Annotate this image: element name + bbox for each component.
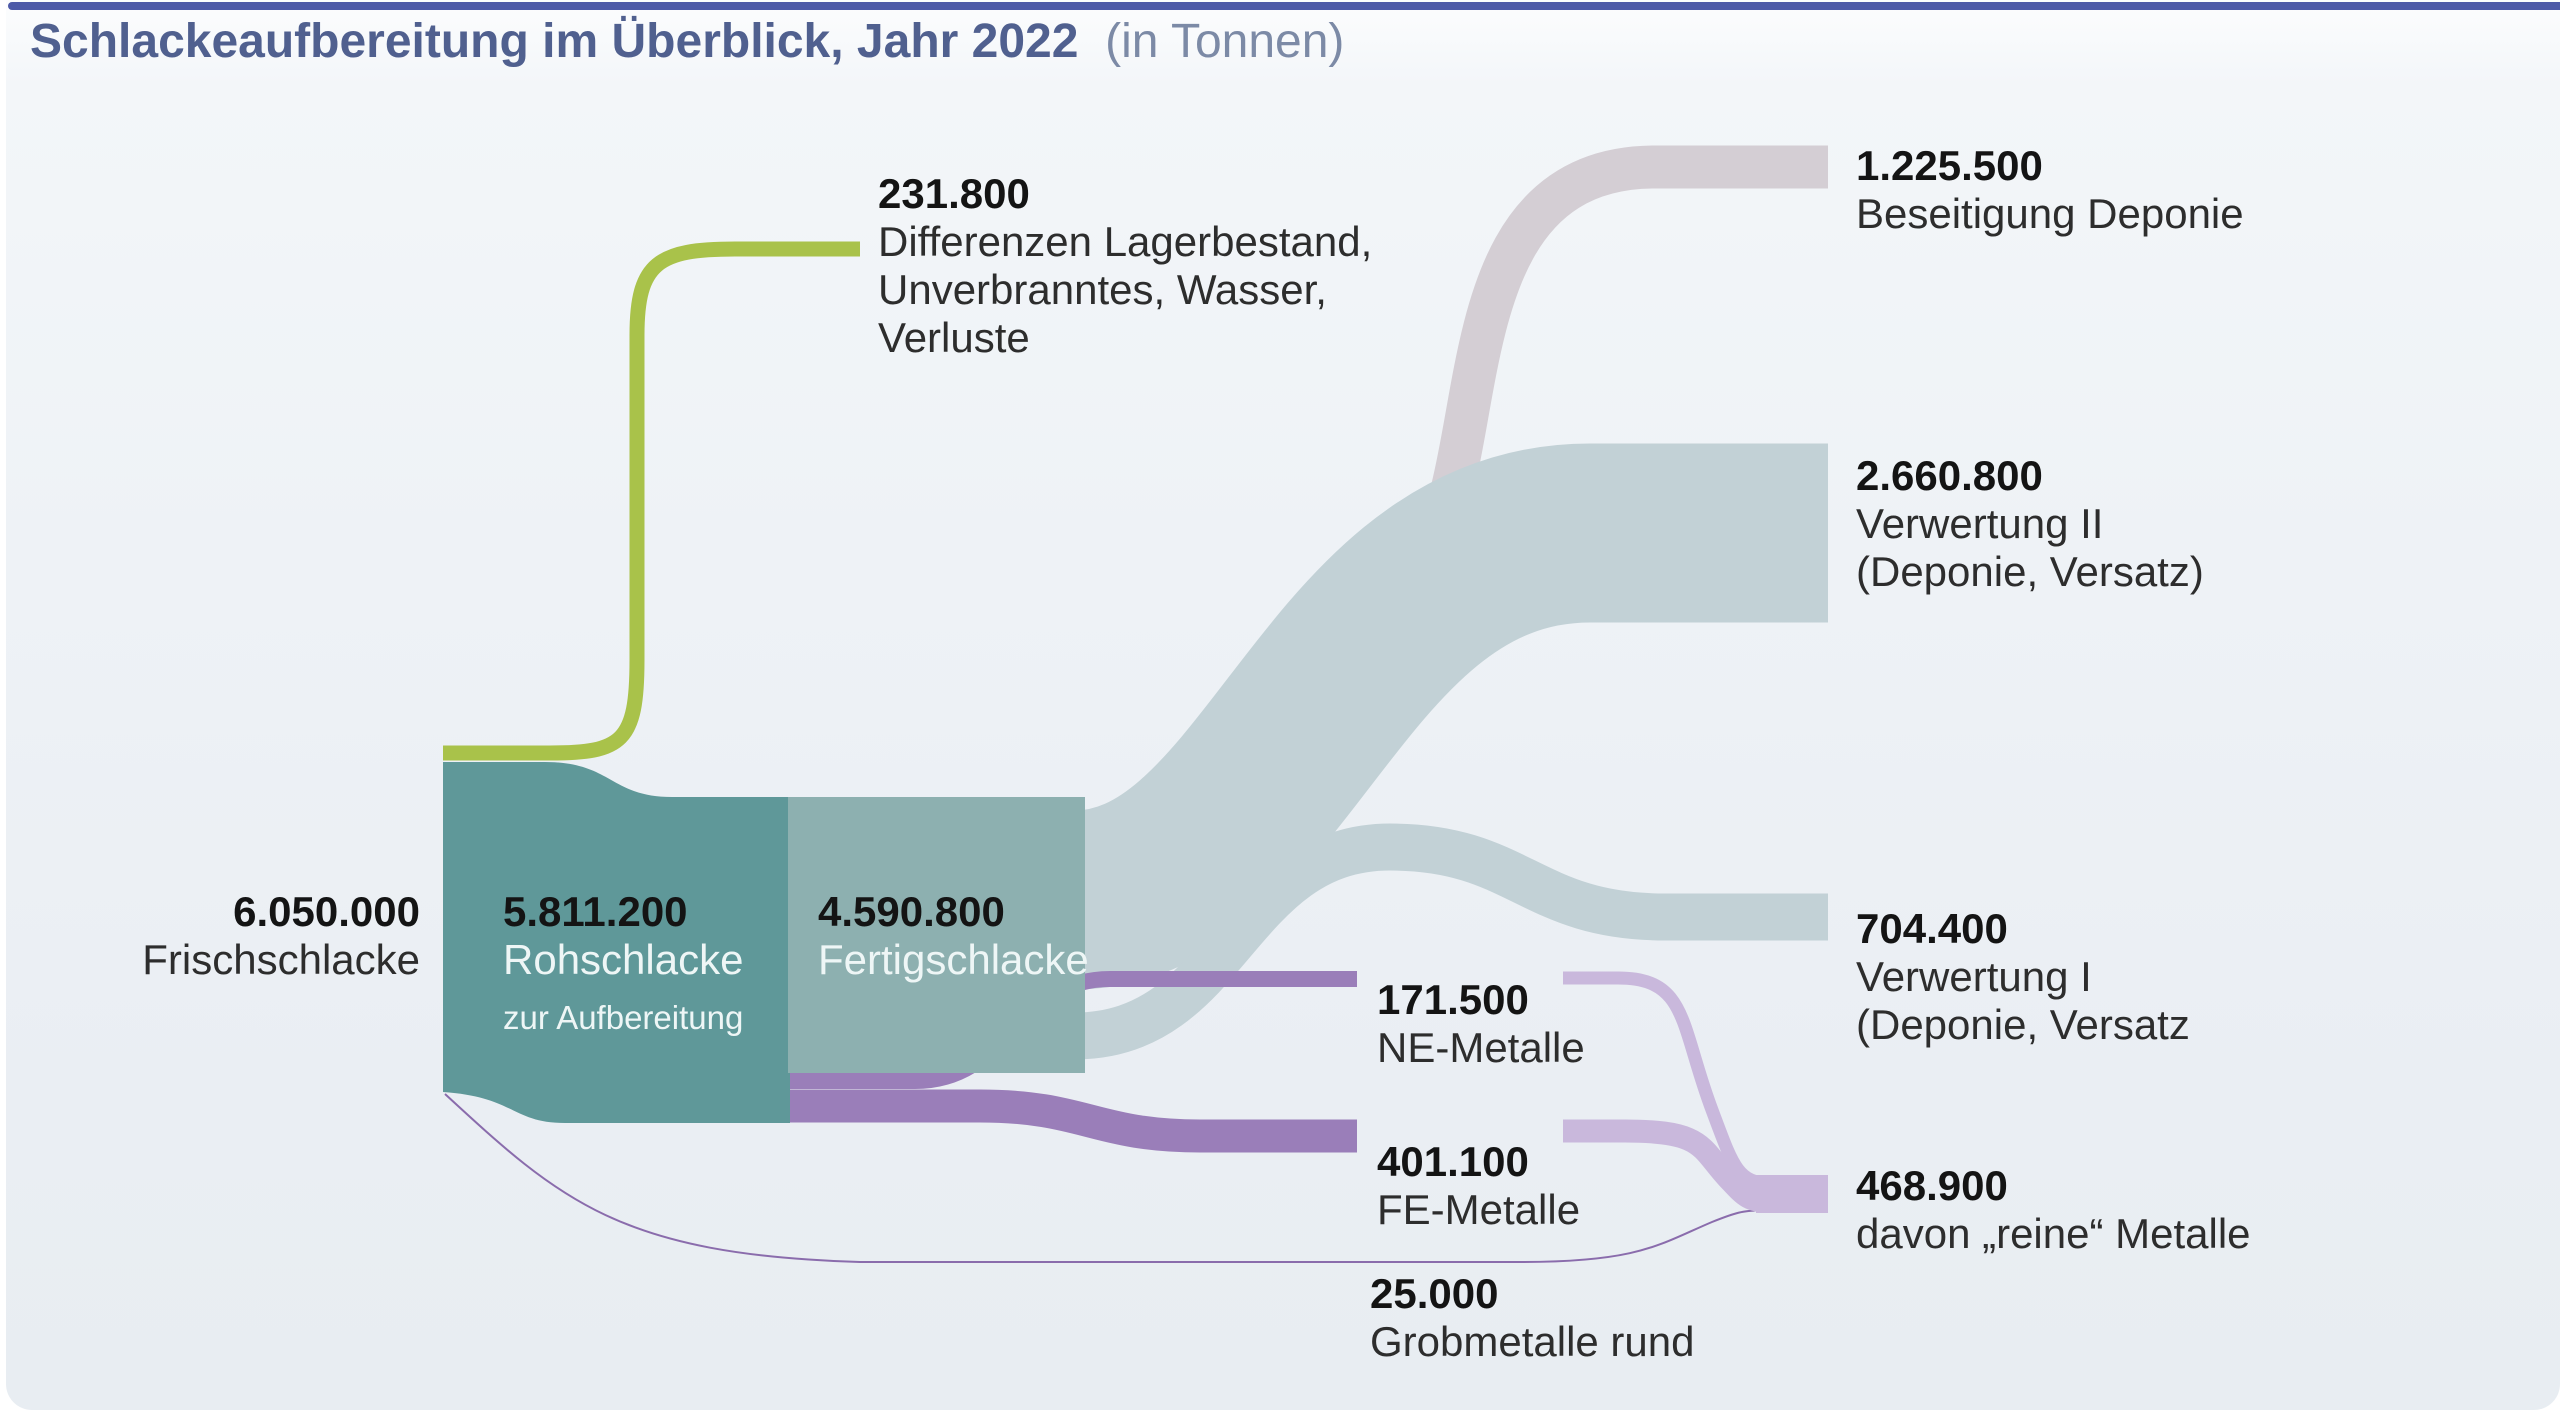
label-verwertung-1: 704.400 Verwertung I (Deponie, Versatz — [1856, 905, 2190, 1048]
label-ne-metalle: 171.500 NE-Metalle — [1377, 976, 1585, 1071]
label-reine-metalle: 468.900 davon „reine“ Metalle — [1856, 1162, 2251, 1257]
label-beseitigung-deponie: 1.225.500 Beseitigung Deponie — [1856, 142, 2244, 237]
label-rohschlacke: 5.811.200 Rohschlacke zur Aufbereitung — [503, 888, 744, 1036]
label-fertigschlacke: 4.590.800 Fertigschlacke — [818, 888, 1089, 983]
node-reine-metalle-cap — [1756, 1175, 1828, 1213]
label-differenzen: 231.800 Differenzen Lagerbestand, Unverbranntes, Wasser, Verluste — [878, 170, 1373, 361]
title-unit-text: (in Tonnen) — [1105, 15, 1345, 68]
flow-ne-reine-metalle — [1563, 978, 1770, 1184]
flow-frischschlacke-differenzen — [443, 249, 860, 753]
label-fe-metalle: 401.100 FE-Metalle — [1377, 1138, 1581, 1233]
label-grobmetalle: 25.000 Grobmetalle rund — [1370, 1270, 1695, 1365]
title-text: Schlackeaufbereitung im Überblick, Jahr 2022 — [30, 15, 1079, 68]
label-verwertung-2: 2.660.800 Verwertung II (Deponie, Versatz) — [1856, 452, 2204, 595]
label-frischschlacke: 6.050.000 Frischschlacke — [142, 888, 420, 983]
flow-rohschlacke-fe-metalle — [788, 1106, 1357, 1136]
